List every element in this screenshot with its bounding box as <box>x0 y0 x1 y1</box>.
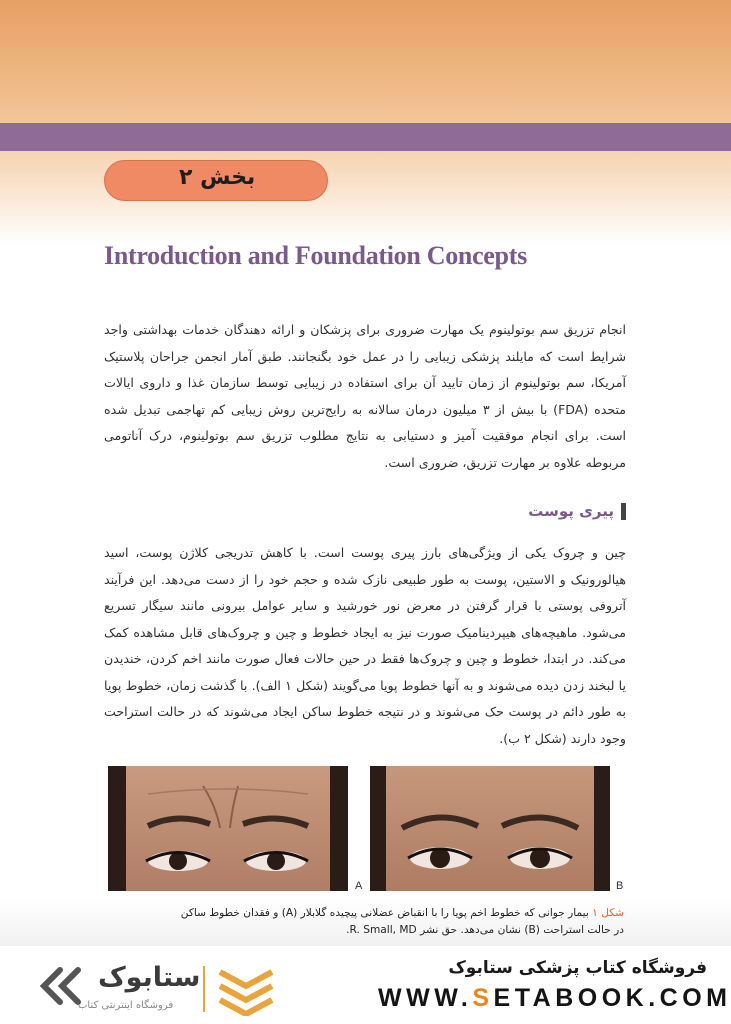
logo-wordmark: ستابوک <box>98 962 201 993</box>
figure-caption <box>170 905 624 939</box>
figure-photo-b <box>370 766 610 891</box>
figure-label-a: A <box>355 880 363 892</box>
url-suffix: ETABOOK.COM <box>493 984 731 1012</box>
url-prefix: WWW. <box>378 984 473 1012</box>
figure-photo-a <box>108 766 348 891</box>
logo-tagline: فروشگاه اینترنتی کتاب <box>78 1000 174 1011</box>
figure-caption-text: بیمار جوانی که خطوط اخم پویا را با انقباض عضلانی پیچیده گلابلار (A) و فقدان خطوط ساکن در حالت استراحت (B) نشان می‌دهد. حق نشر R. Small, MD. <box>180 907 624 936</box>
section-label: بخش ۲ <box>179 165 256 190</box>
section-label-pill <box>104 160 328 201</box>
intro-paragraph: انجام تزریق سم بوتولینوم یک مهارت ضروری برای پزشکان و ارائه دهندگان خدمات بهداشتی واجد شرایط است که مایلند پزشکی زیبایی را در عمل خود بگنجانند. طبق آمار انجمن جراحان پلاستیک آمریکا، سم بوتولینوم از زمان تایید آن برای استفاده در زیبایی توسط سازمان غذا و داروی ایالات متحده (FDA) با بیش از ۳ میلیون درمان سالانه به رایج‌ترین روش زیبایی کم تهاجمی تبدیل شده است. برای انجام موفقیت آمیز و دستیابی به نتایج مطلوب تزریق سم بوتولینوم، درک آناتومی مربوطه علاوه بر مهارت تزریق، ضروری است. <box>104 322 626 470</box>
book-stack-icon <box>214 964 278 1016</box>
header-band <box>0 123 731 151</box>
shop-url-link[interactable] <box>378 984 731 1013</box>
subheading-marker <box>621 503 626 520</box>
chapter-title: Introduction and Foundation Concepts <box>104 241 527 270</box>
subheading-text: پیری پوست <box>528 502 614 520</box>
figure-caption-number: شکل ۱ <box>592 907 624 919</box>
shop-name: فروشگاه کتاب پزشکی ستابوک <box>448 958 707 978</box>
setabook-logo[interactable] <box>36 962 278 1018</box>
section-subheading <box>528 502 626 520</box>
logo-divider <box>203 966 205 1012</box>
figure-label-b: B <box>616 880 624 892</box>
aging-paragraph: چین و چروک یکی از ویژگی‌های بارز پیری پوست است. با کاهش تدریجی کلاژن پوست، اسید هیالورونیک و الاستین، پوست به طور طبیعی نازک شده و حجم خود را از دست می‌دهد. این فرآیند آتروفی پوستی با قرار گرفتن در معرض نور خورشید و سایر عوامل بیرونی مانند سیگار تسریع می‌شود. ماهیچه‌های هیپردینامیک صورت نیز به ایجاد خطوط و چین و چروک‌های قابل مشاهده کمک می‌کند. در ابتدا، خطوط و چین و چروک‌ها فقط در حین حالات فعال صورت مانند اخم کردن، خندیدن یا لبخند زدن دیده می‌شوند و به آنها خطوط پویا می‌گویند (شکل ۱ الف). با گذشت زمان، خطوط پویا به طور دائم در پوست حک می‌شوند و در نتیجه خطوط ساکن ایجاد می‌شوند که در حالت استراحت وجود دارند (شکل ۲ ب). <box>104 545 626 746</box>
url-highlight: S <box>472 984 494 1012</box>
